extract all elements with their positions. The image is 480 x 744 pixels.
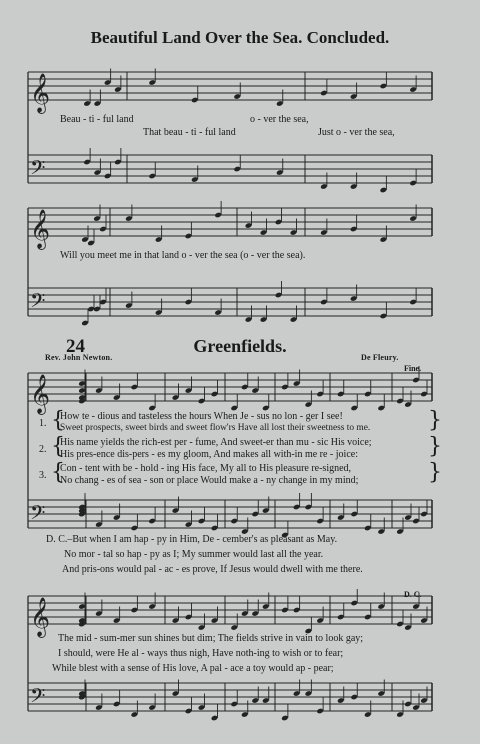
author-credit: Rev. John Newton. [45,353,113,362]
lyric-fragment: That beau - ti - ful land [143,127,236,138]
dc-marking: D. C. [404,590,422,599]
brace-left: { [51,408,65,433]
treble-clef: 𝄞 [30,73,51,113]
verse-line: Sweet prospects, sweet birds and sweet flow'rs Have all lost their sweetness to me. [60,423,371,433]
verse-number: 2. [39,444,47,455]
bass-clef: 𝄢 [30,156,46,184]
verse-line: How te - dious and tasteless the hours When Je - sus no lon - ger I see! [60,411,343,422]
dc-line: D. C.–But when I am hap - py in Him, De - cember's as pleasant as May. [46,534,338,545]
verse-line: Con - tent with be - hold - ing His face, My all to His pleasure re-signed, [60,463,352,474]
verse-line: I should, were He al - ways thus nigh, Have noth-ing to wish or to fear; [58,648,344,659]
brace-right: } [428,434,442,459]
verse-number: 1. [39,418,47,429]
brace-right: } [428,408,442,433]
bass-clef: 𝄢 [30,289,46,317]
hymn-number: 24 [66,336,85,357]
verse-number: 3. [39,470,47,481]
verse-line: His name yields the rich-est per - fume, And sweet-er than mu - sic His voice; [60,437,372,448]
bass-clef: 𝄢 [30,684,46,712]
hymn-title: Greenfields. [193,336,287,356]
brace-left: { [51,434,65,459]
lyric-line: Will you meet me in that land o - ver the sea (o - ver the sea). [60,250,306,261]
treble-clef: 𝄞 [30,374,51,414]
lyric-fragment: Just o - ver the sea, [318,127,395,138]
verse-line: His pres-ence dis-pers - es my gloom, And makes all with-in me re - joice: [60,449,358,460]
treble-clef: 𝄞 [30,209,51,249]
treble-clef: 𝄞 [30,597,51,637]
composer-credit: De Fleury. [361,353,399,362]
verse-line: The mid - sum-mer sun shines but dim; The fields strive in vain to look gay; [58,633,364,644]
lyric-fragment: o - ver the sea, [250,114,309,125]
dc-line: No mor - tal so hap - py as I; My summer would last all the year. [64,549,324,560]
verse-line: While blest with a sense of His love, A pal - ace a toy would ap - pear; [52,663,334,674]
dc-line: And pris-ons would pal - ac - es prove, If Jesus would dwell with me there. [62,564,363,575]
brace-right: } [428,460,442,485]
fine-marking: Fine. [404,364,422,373]
verse-line: No chang - es of sea - son or place Would make a - ny change in my mind; [60,475,359,486]
brace-left: { [51,460,65,485]
lyric-fragment: Beau - ti - ful land [60,114,134,125]
hymn-title: Beautiful Land Over the Sea. Concluded. [90,28,390,47]
bass-clef: 𝄢 [30,501,46,529]
